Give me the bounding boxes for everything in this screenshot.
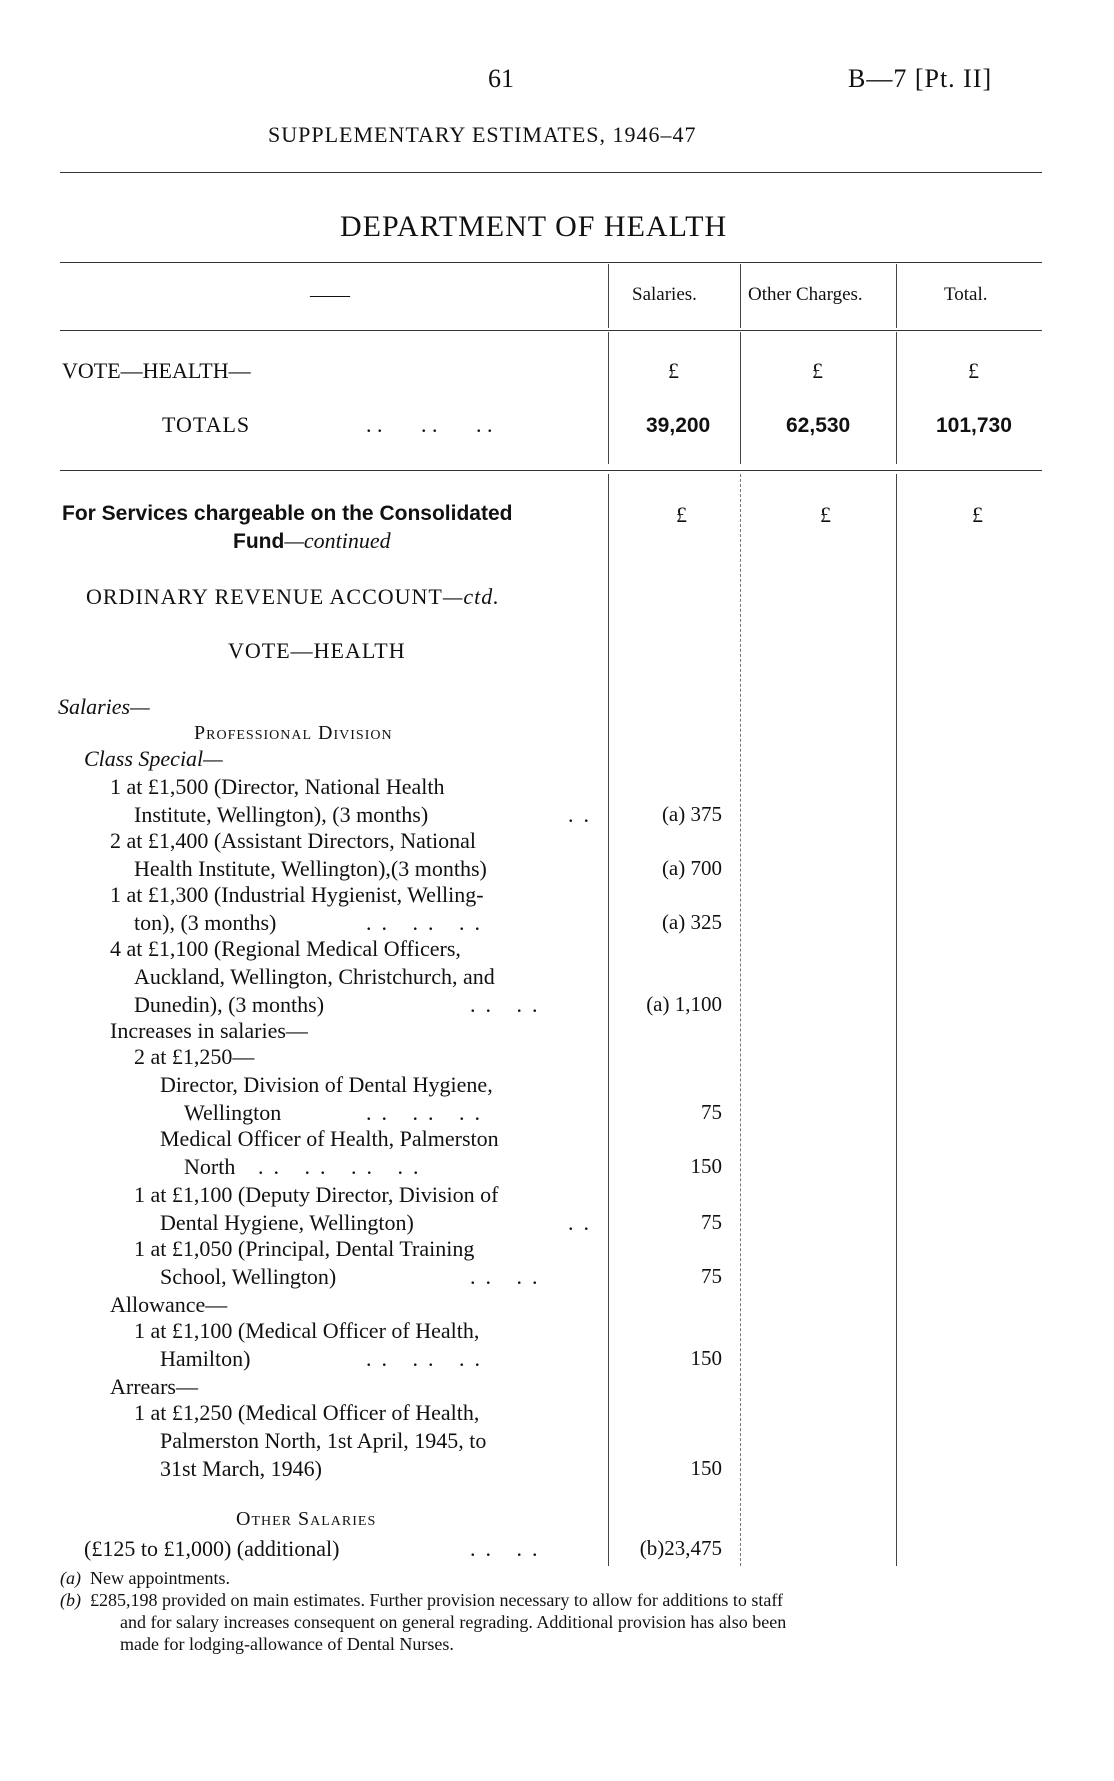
item3-line2: ton), (3 months) (134, 910, 277, 935)
item1-amount: (a) 375 (661, 802, 722, 826)
item1-line2: Institute, Wellington), (3 months) (134, 802, 429, 827)
item4-line1: 4 at £1,100 (Regional Medical Officers, (110, 936, 461, 961)
item3-leaders: .. .. .. (366, 910, 490, 935)
services-continued: —continued (284, 528, 391, 553)
salaries-heading: Salaries— (58, 694, 150, 719)
item2-amount: (a) 700 (661, 856, 722, 880)
header-bottom-rule (60, 330, 1042, 331)
services-pound-salaries: £ (676, 502, 687, 527)
footnote-b-line1: £285,198 provided on main estimates. Further provision necessary to allow for additions to staff (90, 1590, 784, 1610)
arrears-heading: Arrears— (110, 1374, 198, 1399)
table-top-rule (60, 262, 1042, 263)
totals-salaries-value: 39,200 (646, 414, 711, 437)
inc1-line1: Director, Division of Dental Hygiene, (160, 1072, 493, 1097)
column-blank: —— (310, 284, 350, 306)
vote-heading: VOTE—HEALTH— (62, 358, 251, 383)
totals-leaders: . . . . . . (366, 412, 493, 437)
header-col-sep-1 (608, 264, 609, 328)
inc3-line2: Dental Hygiene, Wellington) (160, 1210, 414, 1235)
account-name: ORDINARY REVENUE ACCOUNT (86, 584, 443, 609)
account-heading (86, 584, 500, 610)
column-total: Total. (944, 284, 988, 305)
allowance-line2: Hamilton) (160, 1346, 251, 1371)
body-col-sep-1 (608, 474, 609, 1566)
item1-line1: 1 at £1,500 (Director, National Health (110, 774, 445, 799)
inc4-amount: 75 (701, 1264, 722, 1288)
increases-heading: Increases in salaries— (110, 1018, 308, 1043)
column-other-charges: Other Charges. (748, 284, 863, 305)
inc4-leaders: .. .. (470, 1264, 548, 1289)
totals-label: TOTALS (162, 412, 251, 437)
item4-line2: Auckland, Wellington, Christchurch, and (134, 964, 495, 989)
account-ctd: —ctd. (442, 584, 500, 609)
other-salaries-line: (£125 to £1,000) (additional) (84, 1536, 340, 1561)
arrears-line1: 1 at £1,250 (Medical Officer of Health, (134, 1400, 480, 1425)
item2-line2: Health Institute, Wellington),(3 months) (134, 856, 487, 881)
body-col-sep-3 (896, 474, 897, 1566)
page-number: 61 (488, 64, 514, 93)
department-heading: DEPARTMENT OF HEALTH (340, 210, 728, 243)
services-heading-line2 (233, 528, 391, 554)
column-salaries: Salaries. (632, 284, 697, 305)
class-special-heading: Class Special— (84, 746, 223, 771)
totals-other-value: 62,530 (786, 414, 851, 437)
totals-pound-salaries: £ (668, 358, 679, 383)
services-pound-other: £ (820, 502, 831, 527)
totals-col-sep-3 (896, 332, 897, 464)
inc2-line1: Medical Officer of Health, Palmerston (160, 1126, 499, 1151)
item4-leaders: .. .. (470, 992, 548, 1017)
services-pound-total: £ (972, 502, 983, 527)
document-reference: B—7 [Pt. II] (848, 64, 993, 93)
other-salaries-leaders: .. .. (470, 1536, 548, 1561)
other-salaries-heading: Other Salaries (236, 1508, 377, 1530)
totals-col-sep-2 (740, 332, 741, 464)
inc3-amount: 75 (701, 1210, 722, 1234)
title-rule (60, 172, 1042, 173)
inc4-line2: School, Wellington) (160, 1264, 337, 1289)
allowance-leaders: .. .. .. (366, 1346, 490, 1371)
professional-division-heading: Professional Division (194, 722, 393, 744)
arrears-line3: 31st March, 1946) (160, 1456, 322, 1481)
totals-pound-other: £ (812, 358, 823, 383)
inc3-line1: 1 at £1,100 (Deputy Director, Division of (134, 1182, 499, 1207)
footnote-b-mark: (b) (60, 1590, 81, 1610)
body-col-sep-2 (740, 474, 741, 1566)
footnote-b-line3: made for lodging-allowance of Dental Nurses. (120, 1634, 454, 1654)
allowance-heading: Allowance— (110, 1292, 228, 1317)
footnote-b-line2: and for salary increases consequent on general regrading. Additional provision has also been (120, 1612, 787, 1632)
other-salaries-amount: (b)23,475 (639, 1536, 722, 1560)
totals-total-value: 101,730 (936, 414, 1012, 437)
item4-line3: Dunedin), (3 months) (134, 992, 325, 1017)
item2-line1: 2 at £1,400 (Assistant Directors, National (110, 828, 476, 853)
services-heading-line1: For Services chargeable on the Consolidated (62, 502, 513, 525)
header-col-sep-3 (896, 264, 897, 328)
totals-col-sep-1 (608, 332, 609, 464)
item3-amount: (a) 325 (661, 910, 722, 934)
item1-leaders: .. (568, 802, 599, 827)
inc4-line1: 1 at £1,050 (Principal, Dental Training (134, 1236, 475, 1261)
inc1-amount: 75 (701, 1100, 722, 1124)
inc2-line2: North (184, 1154, 236, 1179)
arrears-amount: 150 (690, 1456, 722, 1480)
inc2-leaders: .. .. .. .. (258, 1154, 429, 1179)
inc3-leaders: .. (568, 1210, 599, 1235)
page-title: SUPPLEMENTARY ESTIMATES, 1946–47 (268, 122, 697, 147)
inc2-amount: 150 (690, 1154, 722, 1178)
vote-health-heading: VOTE—HEALTH (228, 638, 406, 663)
services-fund: Fund (233, 530, 285, 553)
footnote-a-mark: (a) (60, 1568, 81, 1588)
totals-pound-total: £ (968, 358, 979, 383)
allowance-amount: 150 (690, 1346, 722, 1370)
increases-group: 2 at £1,250— (134, 1044, 255, 1069)
inc1-leaders: .. .. .. (366, 1100, 490, 1125)
arrears-line2: Palmerston North, 1st April, 1945, to (160, 1428, 487, 1453)
totals-bottom-rule (60, 470, 1042, 471)
inc1-line2: Wellington (184, 1100, 282, 1125)
footnote-a-text: New appointments. (90, 1568, 230, 1588)
allowance-line1: 1 at £1,100 (Medical Officer of Health, (134, 1318, 480, 1343)
item3-line1: 1 at £1,300 (Industrial Hygienist, Welling- (110, 882, 484, 907)
header-col-sep-2 (740, 264, 741, 328)
item4-amount: (a) 1,100 (646, 992, 722, 1016)
